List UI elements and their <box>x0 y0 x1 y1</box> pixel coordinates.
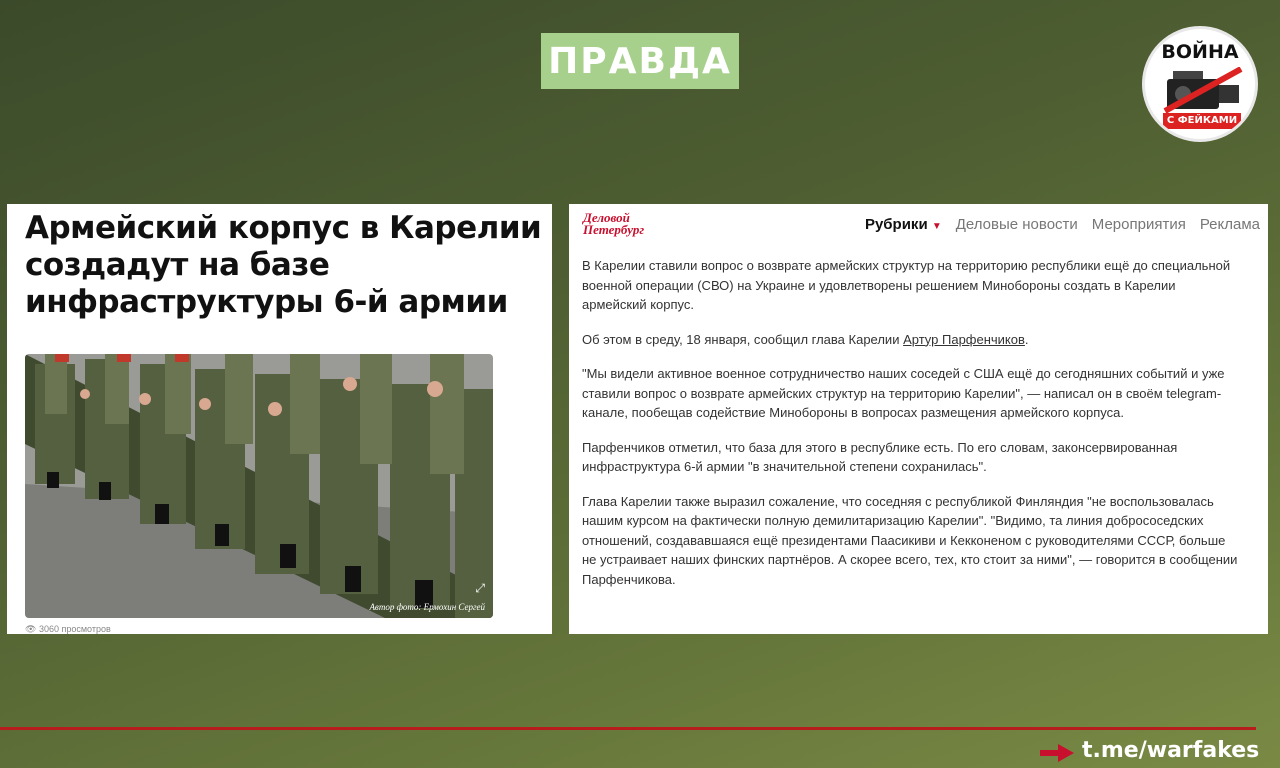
logo-line1: Деловой <box>583 210 630 225</box>
article-body <box>582 256 1242 604</box>
paragraph-1: В Карелии ставили вопрос о возврате армейских структур на территорию республики ещё до специальной военной операции (СВО) на Украине и удовлетворены решением Минобороны создать в Карелии армейский корпус. <box>582 258 1231 312</box>
paragraph-3: "Мы видели активное военное сотрудничество наших соседей с США ещё до сегодняшних событий и уже ставили вопрос о возврате армейских структур на территорию Карелии", — написал он в своём telegram-канале, пообещав содействие Минобороны в вопросах размещения армейского корпуса. <box>582 366 1225 420</box>
pravda-badge: ПРАВДА <box>541 33 739 89</box>
telegram-link[interactable]: t.me/warfakes <box>1082 738 1260 763</box>
war-with-fakes-logo <box>1142 26 1258 142</box>
logo-top-text: ВОЙНА <box>1161 41 1239 63</box>
views-count <box>25 624 111 634</box>
nav-rubrics[interactable] <box>865 216 942 233</box>
nav-business-news[interactable]: Деловые новости <box>955 216 1078 233</box>
nav-rubrics-label: Рубрики <box>864 216 928 233</box>
nav-advertising[interactable]: Реклама <box>1199 216 1260 233</box>
camera-icon <box>1163 67 1243 113</box>
arrow-right-icon <box>1040 744 1074 762</box>
red-divider <box>0 727 1256 730</box>
left-article-screenshot <box>7 204 552 634</box>
caret-down-icon: ▼ <box>931 221 942 232</box>
delovoy-peterburg-logo[interactable] <box>583 212 644 236</box>
p2-text: Об этом в среду, 18 января, сообщил глава Карелии <box>582 331 904 347</box>
author-link[interactable]: Артур Парфенчиков <box>903 331 1025 347</box>
expand-icon[interactable]: ⤢ <box>475 581 485 595</box>
views-text: 3060 просмотров <box>38 624 111 634</box>
nav-events[interactable]: Мероприятия <box>1091 216 1186 233</box>
p2-end: . <box>1024 331 1029 347</box>
eye-icon: 👁 <box>25 624 39 634</box>
left-headline: Армейский корпус в Карелии создадут на базе инфраструктуры 6-й армии <box>25 210 542 320</box>
photo-caption: Автор фото: Ермохин Сергей <box>369 602 485 612</box>
soldiers-photo <box>25 354 493 618</box>
soldiers-illustration <box>25 354 493 618</box>
logo-bottom-text: С ФЕЙКАМИ <box>1163 113 1241 129</box>
logo-line2: Петербург <box>583 222 645 237</box>
paragraph-4: Парфенчиков отметил, что база для этого в республике есть. По его словам, законсервированная инфраструктура 6-й армии "в значительной степени сохранилась". <box>582 439 1178 474</box>
site-nav <box>865 216 1260 233</box>
paragraph-5: Глава Карелии также выразил сожаление, что соседняя с республикой Финляндия "не воспользовалась нашим курсом на фактически полную демилитаризацию Карелии". "Видимо, та линия добрососедских отношений, создававшаяся ещё президентами Паасикиви и Кекконеном с руководителями СССР, больше не устраивает наших финских партнёров. А скорее всего, тех, кто стоит за ними", — говорится в сообщении Парфенчикова. <box>582 493 1238 587</box>
right-article-screenshot <box>569 204 1268 634</box>
paragraph-2 <box>582 330 1242 350</box>
